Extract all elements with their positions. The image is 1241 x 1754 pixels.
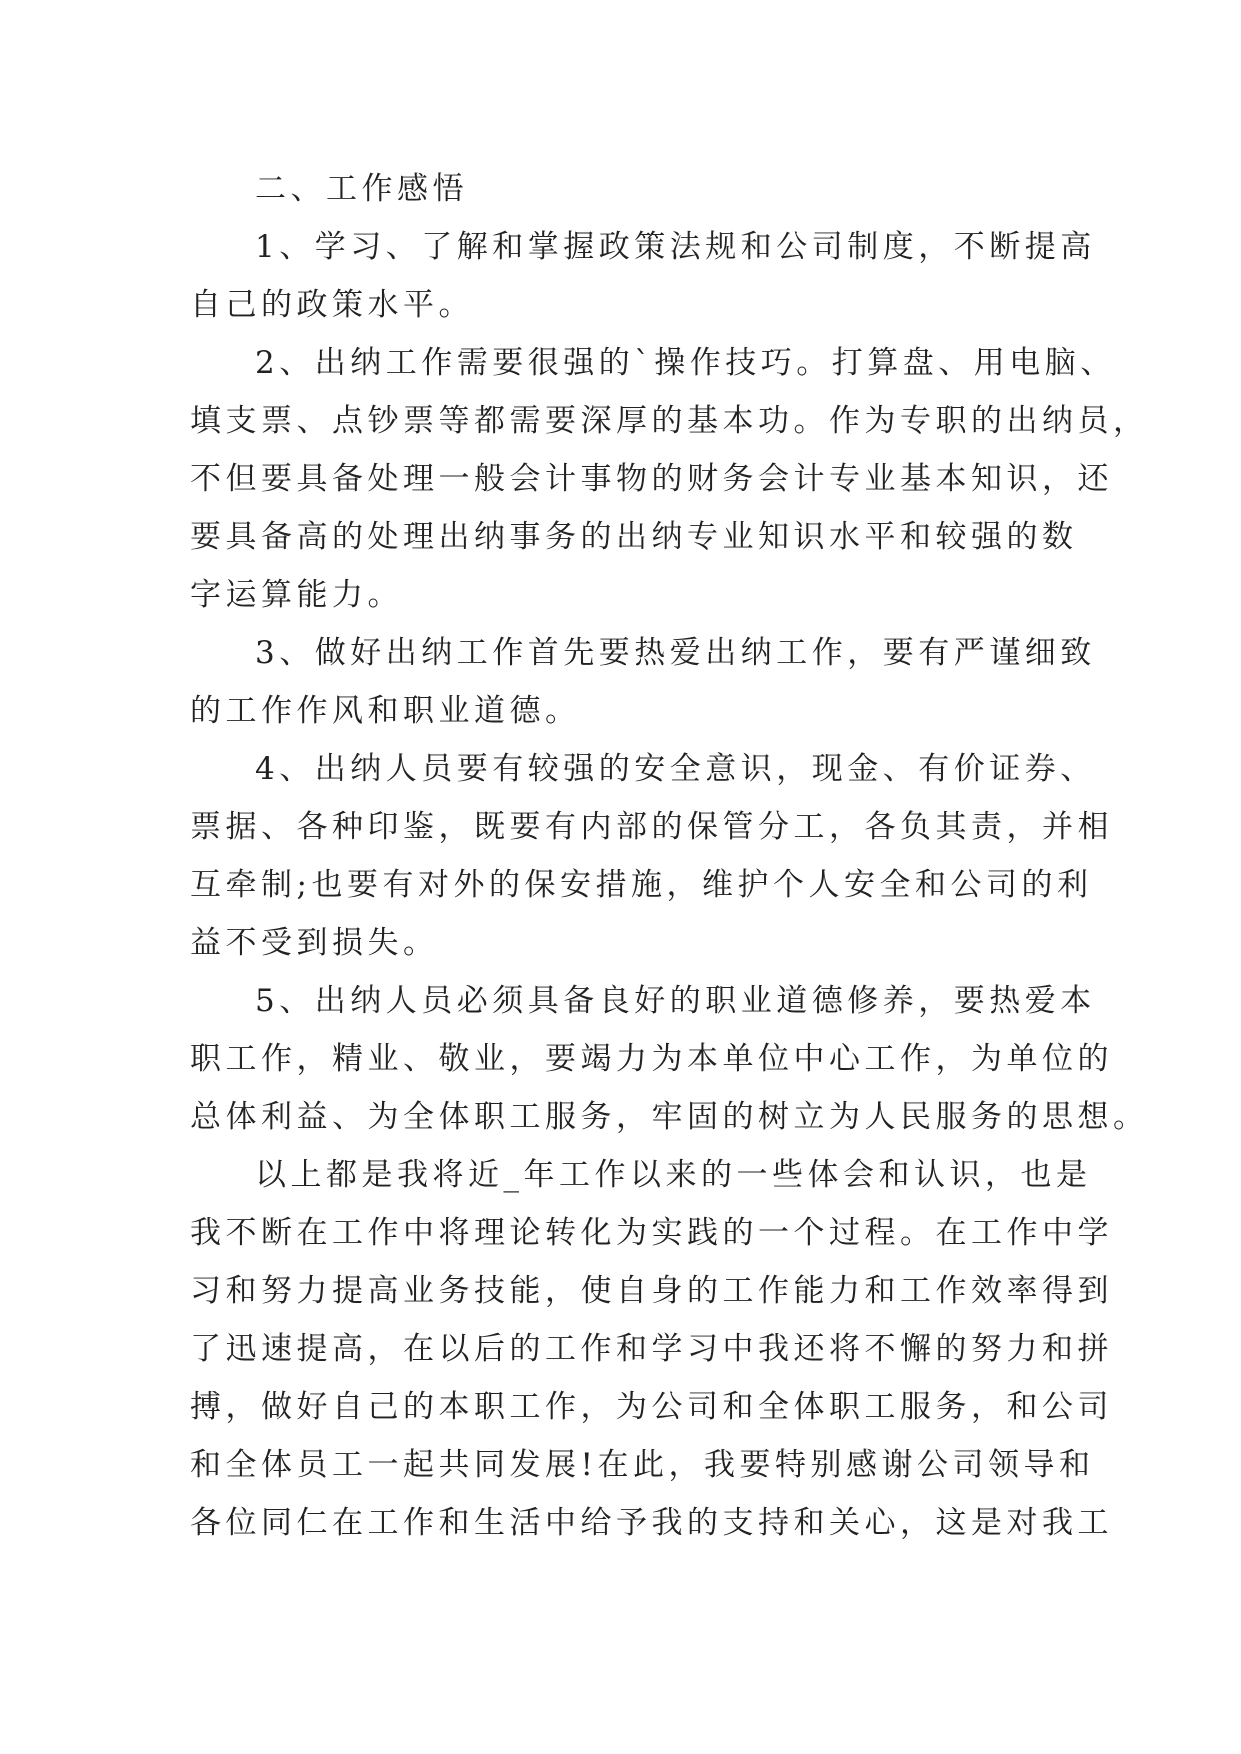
paragraph-1-line-2: 自己的政策水平。 xyxy=(190,287,474,323)
paragraph-5-line-1: 5、出纳人员必须具备良好的职业道德修养，要热爱本 xyxy=(255,983,1096,1019)
paragraph-3-line-2: 的工作作风和职业道德。 xyxy=(190,693,581,729)
paragraph-6-line-2: 我不断在工作中将理论转化为实践的一个过程。在工作中学 xyxy=(190,1215,1113,1251)
section-heading: 二、工作感悟 xyxy=(255,171,468,207)
paragraph-1-line-1: 1、学习、了解和掌握政策法规和公司制度，不断提高 xyxy=(255,229,1096,265)
paragraph-3-line-1: 3、做好出纳工作首先要热爱出纳工作，要有严谨细致 xyxy=(255,635,1096,671)
paragraph-6-line-5: 搏，做好自己的本职工作，为公司和全体职工服务，和公司 xyxy=(190,1389,1113,1425)
paragraph-6-line-7: 各位同仁在工作和生活中给予我的支持和关心，这是对我工 xyxy=(190,1505,1113,1541)
document-page xyxy=(190,160,1149,1552)
paragraph-2-line-1: 2、出纳工作需要很强的`操作技巧。打算盘、用电脑、 xyxy=(255,345,1116,381)
paragraph-5-line-3: 总体利益、为全体职工服务，牢固的树立为人民服务的思想。 xyxy=(190,1099,1149,1135)
paragraph-6-line-1: 以上都是我将近_年工作以来的一些体会和认识，也是 xyxy=(255,1157,1092,1193)
paragraph-6-line-6: 和全体员工一起共同发展!在此，我要特别感谢公司领导和 xyxy=(190,1447,1095,1483)
paragraph-2-line-4: 要具备高的处理出纳事务的出纳专业知识水平和较强的数 xyxy=(190,519,1078,555)
paragraph-4-line-1: 4、出纳人员要有较强的安全意识，现金、有价证券、 xyxy=(255,751,1096,787)
paragraph-2-line-3: 不但要具备处理一般会计事物的财务会计专业基本知识，还 xyxy=(190,461,1113,497)
paragraph-2-line-2: 填支票、点钞票等都需要深厚的基本功。作为专职的出纳员， xyxy=(190,403,1149,439)
paragraph-5-line-2: 职工作，精业、敬业，要竭力为本单位中心工作，为单位的 xyxy=(190,1041,1113,1077)
paragraph-4-line-3: 互牵制;也要有对外的保安措施，维护个人安全和公司的利 xyxy=(190,867,1093,903)
paragraph-6-line-3: 习和努力提高业务技能，使自身的工作能力和工作效率得到 xyxy=(190,1273,1113,1309)
paragraph-6-line-4: 了迅速提高，在以后的工作和学习中我还将不懈的努力和拼 xyxy=(190,1331,1113,1367)
paragraph-2-line-5: 字运算能力。 xyxy=(190,577,403,613)
paragraph-4-line-4: 益不受到损失。 xyxy=(190,925,439,961)
paragraph-4-line-2: 票据、各种印鉴，既要有内部的保管分工，各负其责，并相 xyxy=(190,809,1113,845)
